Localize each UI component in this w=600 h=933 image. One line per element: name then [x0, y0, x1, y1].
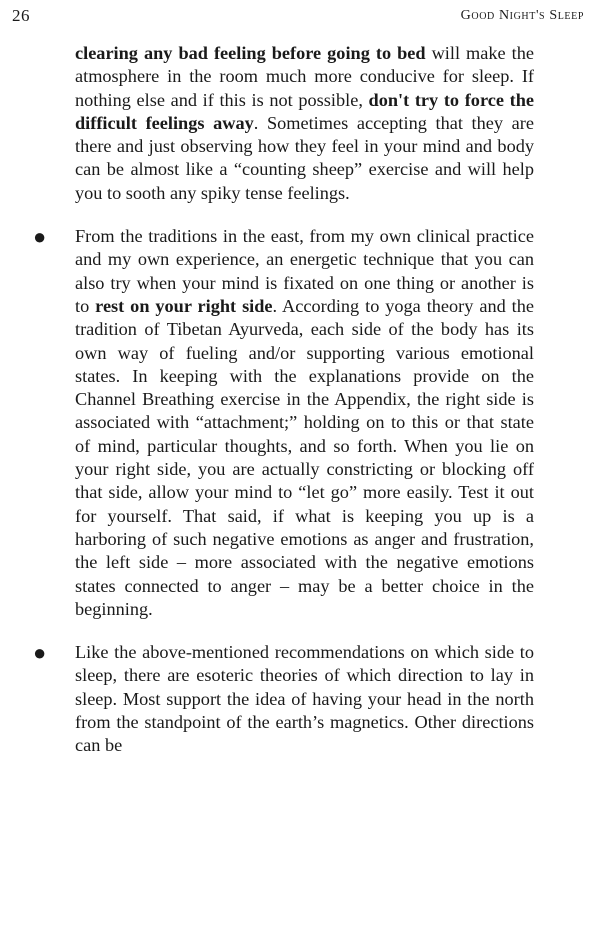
paragraph-text: . According to yoga theory and the tradition of Tibetan Ayurveda, each side of the body has its own way of fueling and/or supporting various emotional states. In keeping with the explanations provide on the Channel Breathing exercise in the Appendix, the right side is associated with “attachment;” holding on to this or that state of mind, particular thoughts, and so forth. When you lie on your right side, you are actually constricting or blocking off that side, allow your mind to “let go” more easily. Test it out for yourself. That said, if what is keeping you up is a harboring of such negative emotions as anger and frustration, the left side – more associated with the negative emotions states connected to anger – may be a better choice in the beginning.	[75, 295, 534, 619]
paragraph-continuation	[75, 42, 534, 205]
paragraph-text: will make the atmosphere in the room much more conducive for sleep. If nothing else and if this is not possible,	[75, 43, 534, 110]
bold-phrase: rest on your right side	[95, 295, 273, 316]
bullet-paragraph	[75, 641, 534, 757]
bullet-item	[33, 224, 534, 621]
paragraph-text: Like the above-mentioned recommendations on which side to sleep, there are esoteric theories of which direction to lay in sleep. Most support the idea of having your head in the north from the standpoint of the earth’s magnetics. Other directions can be	[75, 642, 534, 756]
paragraph-text: From the traditions in the east, from my own clinical practice and my own experience, an energetic technique that you can also try when your mind is fixated on one thing or another is to	[75, 226, 534, 316]
bold-phrase: clearing any bad feeling before going to bed	[75, 43, 426, 63]
page-body	[33, 42, 534, 758]
bold-phrase: don't try to force the difficult feelings away	[75, 89, 534, 133]
bullet-icon: ●	[33, 224, 47, 250]
bullet-item	[33, 640, 534, 757]
page-number: 26	[12, 6, 30, 25]
bullet-icon: ●	[33, 640, 47, 666]
bullet-paragraph	[75, 225, 534, 621]
running-head: Good Night's Sleep	[460, 8, 584, 23]
paragraph-text: . Sometimes accepting that they are there and just observing how they feel in your mind and body can be almost like a “counting sheep” exercise and will help you to sooth any spiky tense feelings.	[75, 112, 534, 203]
